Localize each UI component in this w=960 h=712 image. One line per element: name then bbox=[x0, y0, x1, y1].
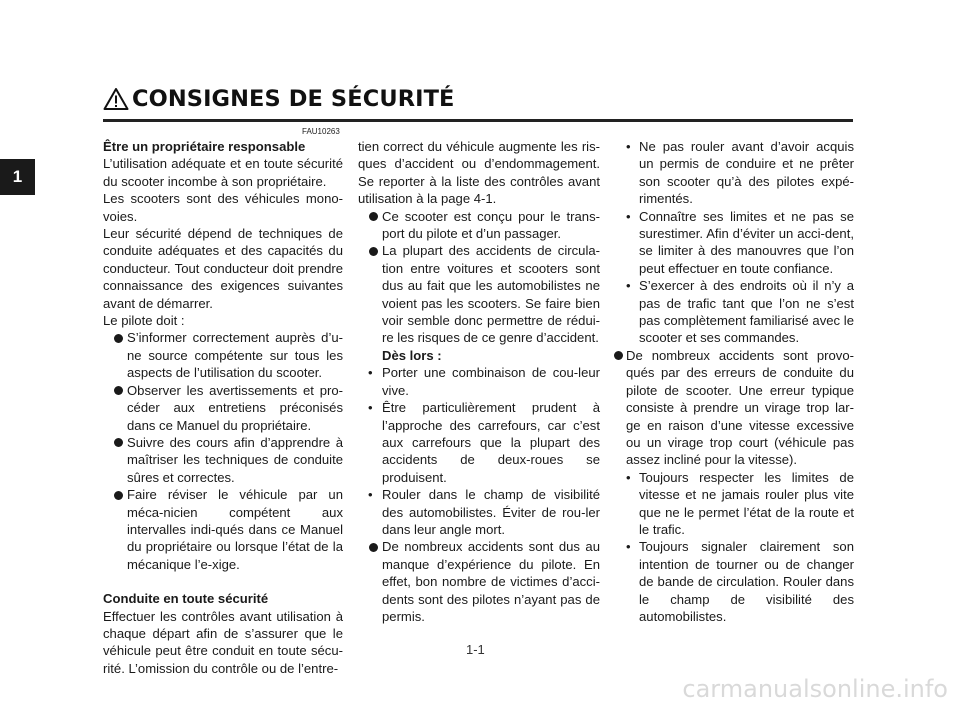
bullet-item: Ce scooter est conçu pour le trans-port du pilote et d’un passager. bbox=[358, 208, 600, 243]
warning-triangle-icon bbox=[103, 87, 129, 111]
paragraph: L’utilisation adéquate et en toute sécurité du scooter incombe à son propriétaire. bbox=[103, 156, 343, 189]
document-code: FAU10263 bbox=[302, 127, 340, 136]
sub-bullet-item: • Ne pas rouler avant d’avoir acquis un permis de conduire et ne prêter son scooter qu’à des pilotes expé-rimentés. bbox=[614, 138, 854, 208]
paragraph: Leur sécurité dépend de techniques de conduite adéquates et des capacités du conducteur. Tout conducteur doit prendre connaissance des exigences suivantes avant de démarrer. bbox=[103, 226, 343, 311]
paragraph: Effectuer les contrôles avant utilisation à chaque départ afin de s’assurer que le véhicule peut être conduit en toute sécu-rité. L’omission du contrôle ou de l’entre- bbox=[103, 608, 343, 676]
bullet-item: Suivre des cours afin d’apprendre à maîtriser les techniques de conduite sûres et correctes. bbox=[103, 434, 343, 486]
sub-bullet-item: • Être particulièrement prudent à l’approche des carrefours, car c’est aux carrefours que la plupart des accidents de deux-roues se produisent. bbox=[358, 399, 600, 486]
bullet-item: S’informer correctement auprès d’u-ne source compétente sur tous les aspects de l’utilisation du scooter. bbox=[103, 329, 343, 381]
bullet-item: De nombreux accidents sont provo-qués par des erreurs de conduite du pilote de scooter. Une erreur typique consiste à prendre un virage trop lar-ge en raison d’une vitesse excessive ou un virage trop court (véhicule pas assez incliné pour la vitesse). bbox=[614, 347, 854, 469]
column-3 bbox=[614, 138, 854, 625]
column-2 bbox=[358, 138, 600, 625]
bullet-item: La plupart des accidents de circula-tion entre voitures et scooters sont dus au fait que les automobilistes ne voient pas les scooters. Se faire bien voir semble donc permettre de rédui-re les risques de ce genre d’accident. bbox=[358, 242, 600, 346]
header-divider bbox=[103, 119, 853, 122]
chapter-tab: 1 bbox=[0, 159, 35, 195]
page-header bbox=[103, 84, 455, 114]
bullet-item: Observer les avertissements et pro-céder aux entretiens préconisés dans ce Manuel du propriétaire. bbox=[103, 382, 343, 434]
paragraph: tien correct du véhicule augmente les ris-ques d’accident ou d’endommagement. Se reporter à la liste des contrôles avant utilisation à la page 4-1. bbox=[358, 139, 600, 207]
sub-bullet-item: • Toujours signaler clairement son intention de tourner ou de changer de bande de circulation. Rouler dans le champ de visibilité des automobilistes. bbox=[614, 538, 854, 625]
spacer bbox=[103, 573, 343, 590]
section-heading: Conduite en toute sécurité bbox=[103, 591, 269, 607]
sub-bullet-item: • Rouler dans le champ de visibilité des automobilistes. Éviter de rou-ler dans leur angle mort. bbox=[358, 486, 600, 538]
sub-heading: Dès lors : bbox=[382, 347, 442, 363]
bullet-item: De nombreux accidents sont dus au manque d’expérience du pilote. En effet, bon nombre de victimes d’acci-dents sont des pilotes n’ayant pas de permis. bbox=[358, 538, 600, 625]
column-1 bbox=[103, 138, 343, 677]
bullet-item: Faire réviser le véhicule par un méca-nicien compétent aux intervalles indi-qués dans ce Manuel du propriétaire ou lorsque l’état de la mécanique l’e-xige. bbox=[103, 486, 343, 573]
sub-bullet-item: • Porter une combinaison de cou-leur vive. bbox=[358, 364, 600, 399]
sub-bullet-item: • Toujours respecter les limites de vitesse et ne jamais rouler plus vite que ne le permet l’état de la route et le trafic. bbox=[614, 469, 854, 539]
sub-bullet-item: • S’exercer à des endroits où il n’y a pas de trafic tant que l’on ne s’est pas complètement familiarisé avec le scooter et ses commandes. bbox=[614, 277, 854, 347]
paragraph: Les scooters sont des véhicules mono-voies. bbox=[103, 191, 343, 224]
page-title: CONSIGNES DE SÉCURITÉ bbox=[132, 86, 455, 112]
paragraph: Le pilote doit : bbox=[103, 313, 185, 329]
section-heading: Être un propriétaire responsable bbox=[103, 139, 306, 154]
page-number: 1-1 bbox=[466, 642, 485, 657]
sub-bullet-item: • Connaître ses limites et ne pas se surestimer. Afin d’éviter un acci-dent, se limiter à des manouvres que l’on peut effectuer en toute confiance. bbox=[614, 208, 854, 278]
watermark: carmanualsonline.info bbox=[682, 675, 948, 703]
